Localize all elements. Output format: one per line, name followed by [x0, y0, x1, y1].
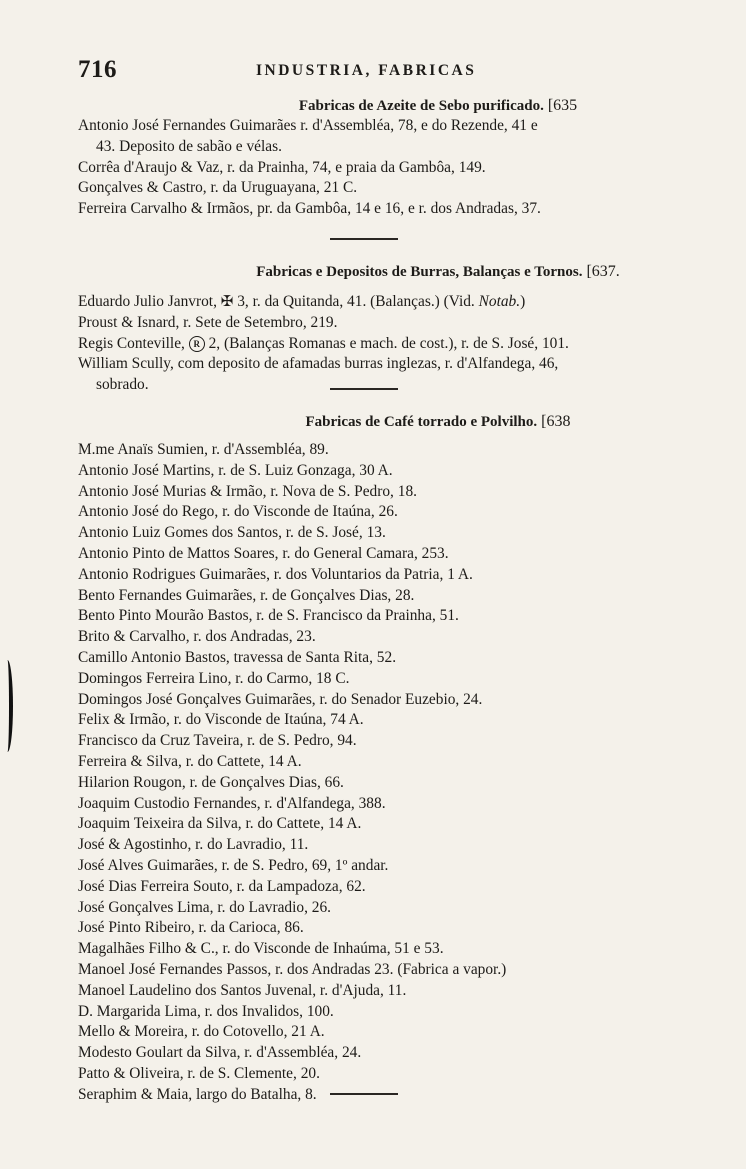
- section-code: [638: [541, 413, 571, 430]
- margin-bracket-mark: [2, 660, 13, 752]
- list-item: Magalhães Filho & C., r. do Visconde de Inhaúma, 51 e 53.: [78, 940, 444, 958]
- list-item: Regis Conteville, R 2, (Balanças Romanas e mach. de cost.), r. de S. José, 101.: [78, 334, 569, 352]
- section-title: Fabricas de Café torrado e Polvilho. [638: [305, 413, 571, 430]
- list-item: José Gonçalves Lima, r. do Lavradio, 26.: [78, 898, 332, 916]
- list-item: Joaquim Custodio Fernandes, r. d'Alfandega, 388.: [78, 794, 386, 812]
- list-item: Francisco da Cruz Taveira, r. de S. Pedro, 94.: [78, 732, 357, 750]
- list-item: sobrado.: [96, 376, 149, 394]
- header-title: INDUSTRIA, FABRICAS: [256, 62, 477, 79]
- list-item: D. Margarida Lima, r. dos Invalidos, 100.: [78, 1002, 334, 1020]
- list-item: Antonio José Murias & Irmão, r. Nova de S. Pedro, 18.: [78, 482, 417, 500]
- section-divider: [330, 388, 398, 390]
- section-burras-balancas: [78, 262, 720, 396]
- cafe-list: [78, 440, 720, 1106]
- list-item: Antonio Pinto de Mattos Soares, r. do General Camara, 253.: [78, 544, 449, 562]
- list-item: Domingos Ferreira Lino, r. do Carmo, 18 C.: [78, 669, 350, 687]
- list-item: Eduardo Julio Janvrot, ✠ 3, r. da Quitanda, 41. (Balanças.) (Vid. Notab.): [78, 293, 526, 310]
- list-item: José Alves Guimarães, r. de S. Pedro, 69, 1º andar.: [78, 856, 389, 874]
- list-item: Bento Fernandes Guimarães, r. de Gonçalves Dias, 28.: [78, 586, 415, 604]
- list-item: José Pinto Ribeiro, r. da Carioca, 86.: [78, 919, 304, 937]
- page-number: 716: [78, 56, 117, 83]
- section-title: Fabricas de Azeite de Sebo purificado. [635: [298, 97, 578, 114]
- circled-r-icon: R: [189, 336, 205, 352]
- list-item: Antonio José do Rego, r. do Visconde de Itaúna, 26.: [78, 503, 398, 521]
- list-item: Patto & Oliveira, r. de S. Clemente, 20.: [78, 1064, 320, 1082]
- list-item: Gonçalves & Castro, r. da Uruguayana, 21 C.: [78, 179, 358, 197]
- list-item: Antonio Rodrigues Guimarães, r. dos Voluntarios da Patria, 1 A.: [78, 565, 473, 583]
- section-azeite-sebo: [78, 96, 720, 220]
- section-code: [637.: [586, 263, 620, 280]
- section-cafe-polvilho: [78, 412, 720, 1106]
- section-code: [635: [547, 97, 578, 114]
- list-item: Manoel Laudelino dos Santos Juvenal, r. d'Ajuda, 11.: [78, 981, 407, 999]
- running-head: [78, 56, 718, 84]
- list-item: Camillo Antonio Bastos, travessa de Santa Rita, 52.: [78, 648, 397, 666]
- list-item: Antonio Luiz Gomes dos Santos, r. de S. José, 13.: [78, 524, 386, 542]
- list-item: José & Agostinho, r. do Lavradio, 11.: [78, 836, 309, 854]
- list-item: M.me Anaïs Sumien, r. d'Assembléa, 89.: [78, 441, 329, 458]
- section-title: Fabricas e Depositos de Burras, Balanças e Tornos. [637.: [256, 263, 620, 280]
- section-divider: [330, 238, 398, 240]
- list-item: Manoel José Fernandes Passos, r. dos Andradas 23. (Fabrica a vapor.): [78, 960, 507, 978]
- list-item: 43. Deposito de sabão e vélas.: [96, 137, 282, 155]
- list-item: Ferreira & Silva, r. do Cattete, 14 A.: [78, 752, 302, 770]
- cross-icon: ✠: [220, 294, 234, 310]
- list-item: Joaquim Teixeira da Silva, r. do Cattete, 14 A.: [78, 815, 362, 833]
- list-item: Bento Pinto Mourão Bastos, r. de S. Francisco da Prainha, 51.: [78, 607, 459, 625]
- list-item: Domingos José Gonçalves Guimarães, r. do Senador Euzebio, 24.: [78, 690, 483, 708]
- list-item: Seraphim & Maia, largo do Batalha, 8.: [78, 1085, 317, 1103]
- list-item: William Scully, com deposito de afamadas burras inglezas, r. d'Alfandega, 46,: [78, 355, 559, 373]
- list-item: Brito & Carvalho, r. dos Andradas, 23.: [78, 628, 316, 646]
- list-item: Proust & Isnard, r. Sete de Setembro, 219.: [78, 313, 338, 331]
- list-item: Corrêa d'Araujo & Vaz, r. da Prainha, 74, e praia da Gambôa, 149.: [78, 158, 486, 176]
- section-divider: [330, 1093, 398, 1095]
- list-item: Hilarion Rougon, r. de Gonçalves Dias, 66.: [78, 773, 344, 791]
- list-item: Mello & Moreira, r. do Cotovello, 21 A.: [78, 1023, 325, 1041]
- list-item: Antonio José Martins, r. de S. Luiz Gonzaga, 30 A.: [78, 461, 393, 479]
- list-item: Ferreira Carvalho & Irmãos, pr. da Gambôa, 14 e 16, e r. dos Andradas, 37.: [78, 200, 541, 218]
- list-item: José Dias Ferreira Souto, r. da Lampadoza, 62.: [78, 877, 366, 895]
- list-item: Antonio José Fernandes Guimarães r. d'Assembléa, 78, e do Rezende, 41 e: [78, 117, 538, 134]
- list-item: Modesto Goulart da Silva, r. d'Assembléa, 24.: [78, 1044, 362, 1062]
- list-item: Felix & Irmão, r. do Visconde de Itaúna, 74 A.: [78, 711, 364, 729]
